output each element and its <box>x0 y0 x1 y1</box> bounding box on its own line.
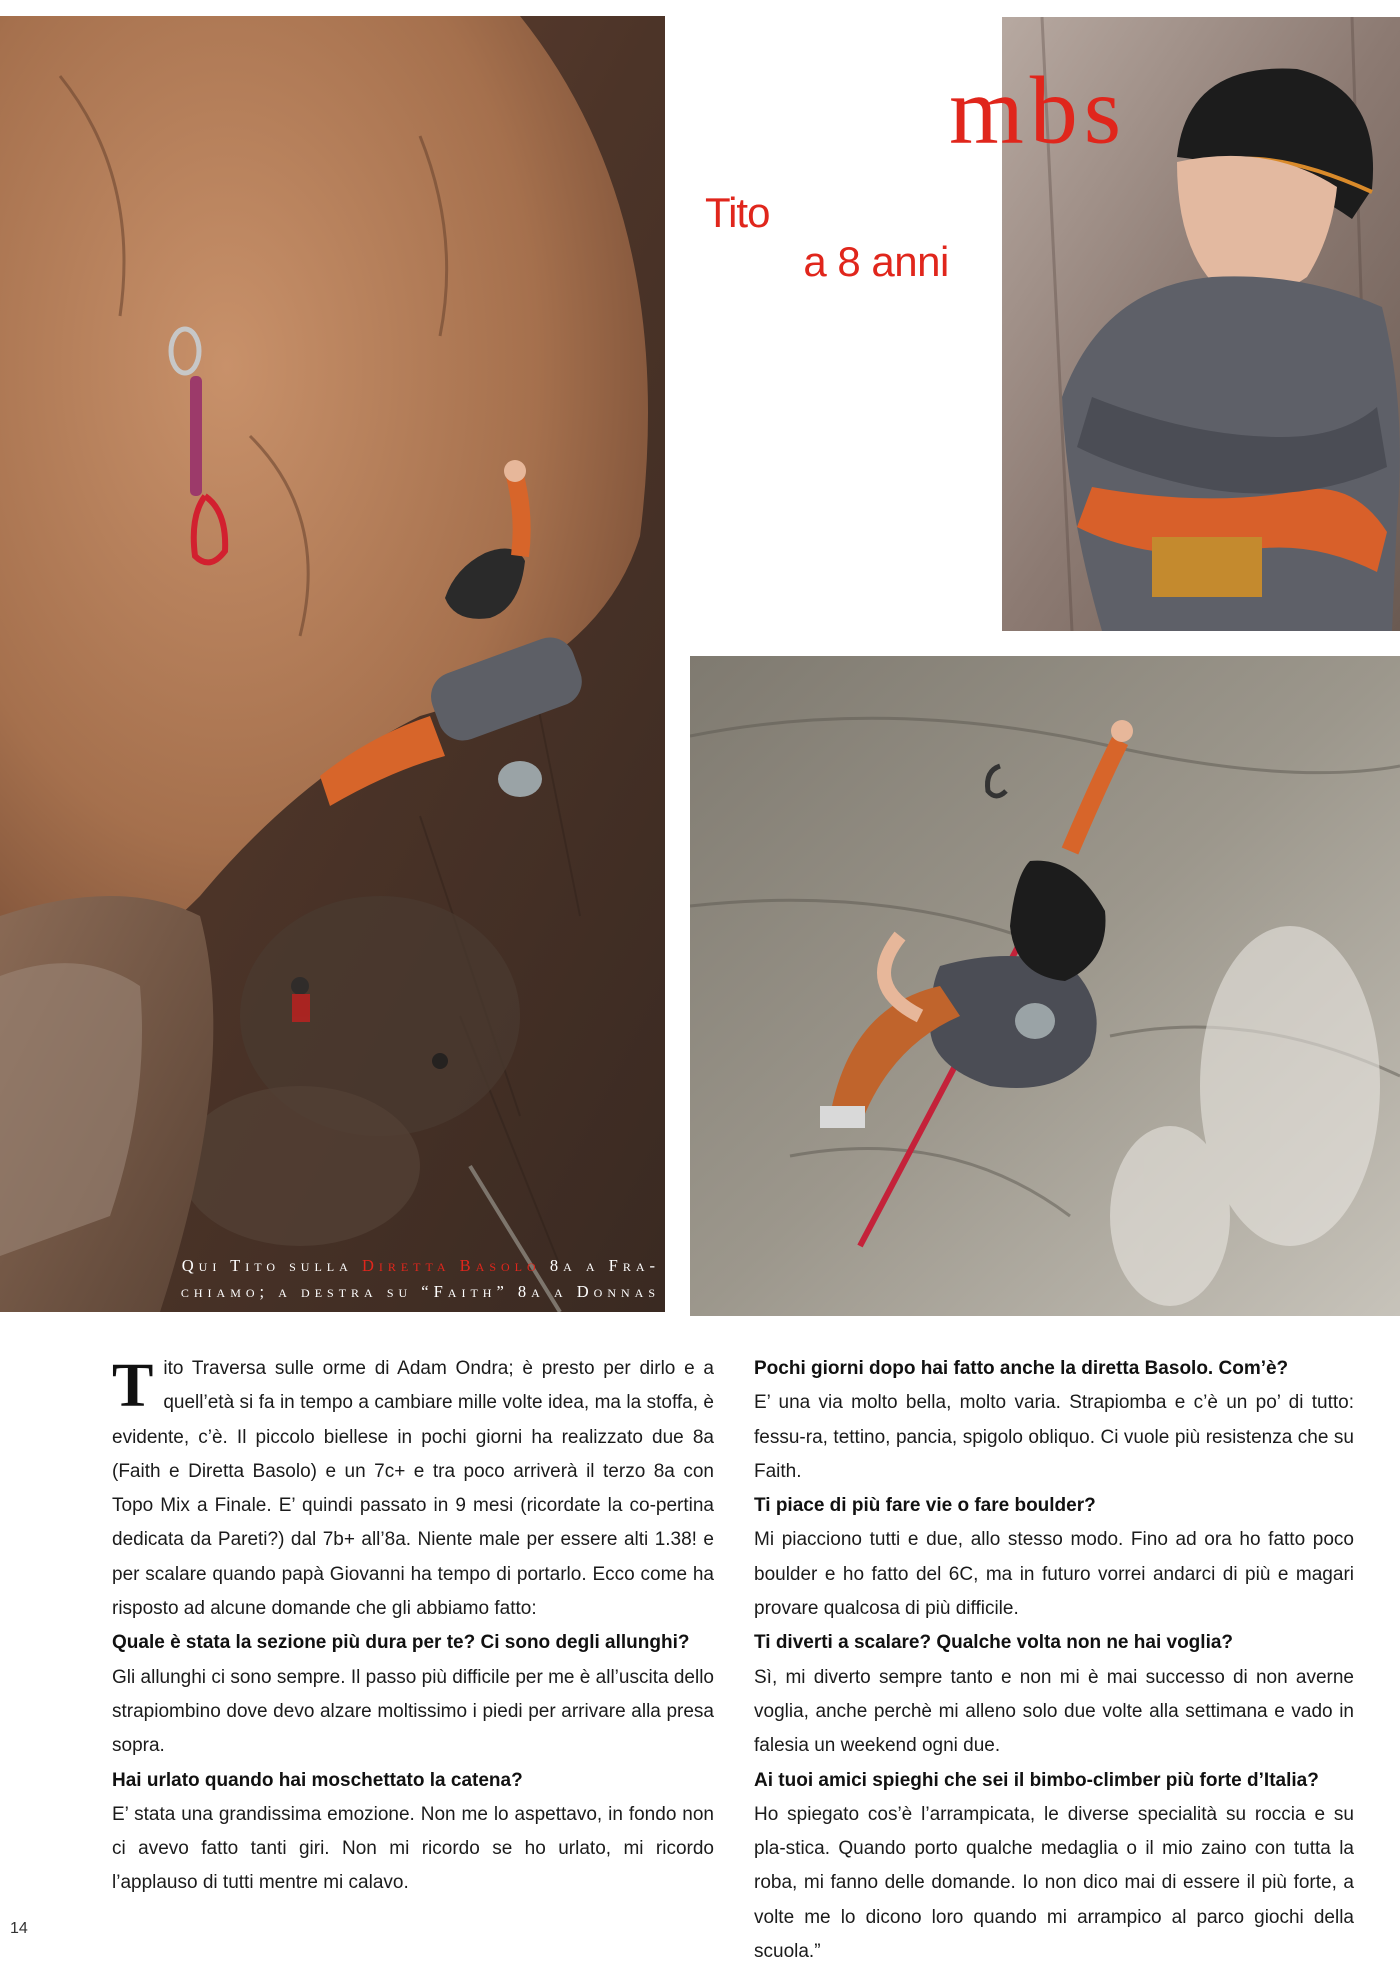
main-climbing-photo <box>0 16 665 1312</box>
article-column-right <box>754 1352 1354 1969</box>
subtitle-exclaim: ! <box>948 238 960 285</box>
subtitle-last-name: TRAVERSA <box>779 189 995 236</box>
question-5: Ti diverti a scalare? Qualche volta non ne hai voglia? <box>754 1632 1234 1654</box>
main-photo-illustration <box>0 16 665 1312</box>
page-number: 14 <box>10 1920 28 1937</box>
photo-caption <box>100 1253 660 1305</box>
wall-climbing-photo <box>690 656 1400 1316</box>
caption-part-2: 8a a Fra-chiamo; a destra su “Faith” 8a a Donnas <box>180 1256 660 1301</box>
subtitle-name <box>705 189 995 236</box>
question-4: Ti piace di più fare vie o fare boulder? <box>754 1495 1096 1517</box>
question-3: Pochi giorni dopo hai fatto anche la diretta Basolo. Com’è? <box>754 1358 1289 1379</box>
answer-1: Gli allunghi ci sono sempre. Il passo più difficile per me è all’uscita dello strapiombino dove devo alzare moltissimo i piedi per arrivare alla presa sopra. <box>112 1666 714 1757</box>
title-red-part: mbs <box>949 56 1128 164</box>
answer-2: E’ stata una grandissima emozione. Non me lo aspettavo, in fondo non ci avevo fatto tanti giri. Non mi ricordo se ho urlato, mi ricordo l’applauso di tutti mentre mi calavo. <box>112 1803 714 1894</box>
photo-credit: Foto: Marco Spataro <box>766 599 955 618</box>
answer-6: Ho spiegato cos’è l’arrampicata, le diverse specialità su roccia e su pla-stica. Quando porto qualche medaglia o il mio zaino con tutta la roba, mi fanno delle domande. Io non dico mai di essere il più forte, a volte me lo dicono loro quando mi arrampico al parco giochi della scuola.” <box>754 1803 1354 1963</box>
article-column-left <box>112 1352 714 1901</box>
wall-photo-illustration <box>690 656 1400 1316</box>
answer-3: E’ una via molto bella, molto varia. Strapiomba e c’è un po’ di tutto: fessu-ra, tettino, pancia, spigolo obliquo. Ci vuole più resistenza che su Faith. <box>754 1392 1354 1482</box>
caption-part-1: Qui Tito sulla <box>181 1256 362 1275</box>
subtitle-age: a 8 anni <box>803 238 949 285</box>
subtitle-grades: 2 8a <box>712 238 793 285</box>
caption-route: Diretta Basolo <box>361 1256 541 1275</box>
article-intro: ito Traversa sulle orme di Adam Ondra; è presto per dirlo e a quell’età si fa in tempo a cambiare mille volte idea, ma la stoffa, è evidente, c’è. Il piccolo biellese in pochi giorni ha realizzato due 8a (Faith e Diretta Basolo) e un 7c+ e tra poco arriverà il terzo 8a con Topo Mix a Finale. E’ quindi passato in 9 mesi (ricordate la co-pertina dedicata da Pareti?) dal 7b+ all’8a. Niente male per essere alti 1.38! e per scalare quando papà Giovanni ha tempo di portarlo. Ecco come ha risposto ad alcune domande che gli abbiamo fatto: <box>112 1358 714 1620</box>
answer-4: Mi piacciono tutti e due, allo stesso modo. Fino ad ora ho fatto poco boulder e ho fatto del 6C, ma in futuro vorrei andarci di più e magari provare qualcosa di più difficile. <box>754 1529 1354 1620</box>
page-title <box>735 45 1128 176</box>
drop-cap: T <box>112 1352 154 1420</box>
subtitle-headline <box>685 238 960 285</box>
subtitle-first-name: Tito <box>705 189 770 236</box>
question-2: Hai urlato quando hai moschettato la catena? <box>112 1769 523 1791</box>
question-1: Quale è stata la sezione più dura per te? Ci sono degli allunghi? <box>112 1632 690 1654</box>
title-white-part: CLI <box>735 45 950 176</box>
question-6: Ai tuoi amici spieghi che sei il bimbo-climber più forte d’Italia? <box>754 1769 1319 1791</box>
answer-5: Sì, mi diverto sempre tanto e non mi è mai successo di non averne voglia, anche perchè mi alleno solo due volte alla settimana e vado in falesia un weekend ogni due. <box>754 1666 1354 1757</box>
